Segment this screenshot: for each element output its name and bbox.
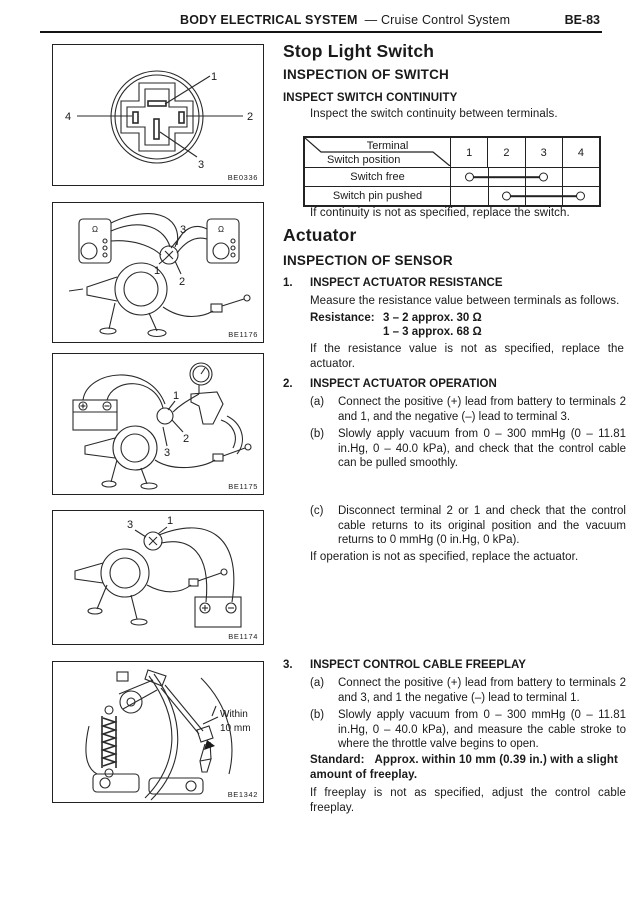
control-cable-freeplay-diagram	[53, 662, 265, 804]
heading-inspection-of-sensor: INSPECTION OF SENSOR	[283, 253, 453, 268]
step-number: 3.	[283, 659, 293, 671]
spec-line-1: 3 – 2 approx. 30 Ω	[383, 312, 482, 324]
standard-text: Approx. within 10 mm (0.39 in.) with a slight amount of freeplay.	[310, 754, 618, 781]
callout-terminal-2: 2	[179, 276, 186, 288]
figure-code: BE1176	[228, 330, 258, 339]
terminal-column-header: 2	[488, 138, 525, 167]
callout-terminal-3: 3	[164, 447, 171, 459]
callout-terminal-1: 1	[167, 515, 174, 527]
table-row	[305, 168, 599, 187]
item-label: (a)	[310, 677, 325, 689]
continuity-strip-switch-pin-pushed	[451, 187, 599, 205]
step-3-item-a	[310, 676, 626, 705]
note-switch-continuity: If continuity is not as specified, replace the switch.	[310, 207, 570, 219]
freeplay-label-line1: Within	[220, 709, 248, 720]
header-section-title: BODY ELECTRICAL SYSTEM	[180, 13, 358, 27]
step-2-item-c	[310, 504, 626, 548]
callout-terminal-1: 1	[211, 71, 218, 83]
actuator-cable-return-diagram	[53, 511, 265, 646]
callout-terminal-1: 1	[173, 390, 180, 402]
terminal-column-header: 4	[577, 146, 584, 159]
spec-label: Resistance:	[310, 312, 375, 324]
resistance-spec	[310, 311, 628, 325]
row-label-switch-pin-pushed: Switch pin pushed	[305, 187, 451, 205]
heading-inspection-of-switch: INSPECTION OF SWITCH	[283, 67, 449, 82]
paragraph-switch-intro: Inspect the switch continuity between terminals.	[310, 108, 558, 120]
ohmmeter-symbol-right: Ω	[218, 225, 224, 234]
item-label: (c)	[310, 505, 324, 517]
header-subsection-title: — Cruise Control System	[364, 13, 511, 27]
actuator-resistance-diagram	[53, 203, 265, 344]
callout-terminal-2: 2	[183, 433, 190, 445]
standard-spec	[310, 753, 626, 782]
step-2-item-b	[310, 427, 626, 471]
resistance-spec-line2	[310, 325, 628, 339]
continuity-table-header	[305, 138, 599, 168]
step-1-heading-row	[283, 277, 628, 289]
heading-inspect-switch-continuity: INSPECT SWITCH CONTINUITY	[283, 92, 458, 104]
paragraph-resistance-intro: Measure the resistance value between terminals as follows.	[310, 295, 620, 307]
actuator-operation-diagram	[53, 354, 265, 496]
note-resistance: If the resistance value is not as specified, replace the actuator.	[310, 343, 624, 370]
item-label: (b)	[310, 428, 325, 440]
figure-code: BE0336	[227, 173, 258, 182]
item-text: Slowly apply vacuum from 0 – 300 mmHg (0 – 11.81 in.Hg, 0 – 40.0 kPa), and check that the control cable can be pulled smoothly.	[338, 428, 626, 469]
figure-actuator-resistance	[52, 202, 264, 343]
figure-actuator-operation	[52, 353, 264, 495]
header-title	[180, 13, 510, 27]
continuity-table	[303, 136, 601, 207]
figure-code: BE1175	[228, 482, 258, 491]
spec-line-2: 1 – 3 approx. 68 Ω	[383, 326, 482, 338]
note-operation: If operation is not as specified, replace the actuator.	[310, 551, 579, 563]
item-text: Slowly apply vacuum from 0 – 300 mmHg (0 – 11.81 in.Hg, 0 – 40.0 kPa), and measure the cable stroke to where the throttle valve begins to open.	[338, 709, 626, 750]
section-title-stop-light-switch: Stop Light Switch	[283, 41, 435, 61]
figure-code: BE1174	[228, 632, 258, 641]
figure-actuator-cable-return	[52, 510, 264, 645]
switch-connector-diagram	[53, 45, 265, 187]
callout-terminal-4: 4	[65, 111, 72, 123]
callout-terminal-3: 3	[127, 519, 134, 531]
callout-terminal-1: 1	[154, 265, 161, 277]
step-2-item-a	[310, 395, 626, 424]
table-row	[305, 187, 599, 205]
item-text: Connect the positive (+) lead from battery to terminals 2 and 1, and the negative (–) lead to terminal 3.	[338, 396, 626, 423]
step-number: 1.	[283, 277, 293, 289]
corner-label-terminal: Terminal	[366, 139, 409, 152]
step-number: 2.	[283, 378, 293, 390]
step-3-heading-row	[283, 659, 628, 671]
section-title-actuator: Actuator	[283, 225, 357, 245]
freeplay-label-line2: 10 mm	[220, 723, 251, 734]
note-freeplay: If freeplay is not as specified, adjust the control cable freeplay.	[310, 787, 626, 814]
callout-terminal-3: 3	[180, 224, 187, 236]
row-label-switch-free: Switch free	[305, 168, 451, 186]
item-label: (a)	[310, 396, 325, 408]
figure-stop-light-switch	[52, 44, 264, 186]
item-text: Connect the positive (+) lead from battery to terminals 2 and 3, and 1 the negative (–) lead to terminal 1.	[338, 677, 626, 704]
callout-terminal-3: 3	[198, 159, 205, 171]
callout-terminal-2: 2	[247, 111, 254, 123]
item-label: (b)	[310, 709, 325, 721]
continuity-strip-switch-free	[451, 168, 599, 186]
corner-label-switch-position: Switch position	[327, 153, 401, 166]
standard-label: Standard:	[310, 754, 365, 766]
ohmmeter-symbol-left: Ω	[92, 225, 98, 234]
step-heading: INSPECT ACTUATOR RESISTANCE	[310, 277, 503, 289]
step-heading: INSPECT ACTUATOR OPERATION	[310, 378, 497, 390]
figure-code: BE1342	[227, 790, 258, 799]
figure-control-cable-freeplay	[52, 661, 264, 803]
page-number: BE-83	[564, 13, 600, 27]
step-heading: INSPECT CONTROL CABLE FREEPLAY	[310, 659, 526, 671]
terminal-column-header: 1	[451, 138, 488, 167]
table-corner-cell	[305, 138, 451, 167]
item-text: Disconnect terminal 2 or 1 and check that the control cable returns to its original position and the vacuum returns to 0 mmHg (0 in.Hg, 0 kPa).	[338, 505, 626, 546]
step-3-item-b	[310, 708, 626, 752]
step-2-heading-row	[283, 378, 628, 390]
page-header	[40, 6, 602, 33]
terminal-column-header: 3	[526, 138, 563, 167]
